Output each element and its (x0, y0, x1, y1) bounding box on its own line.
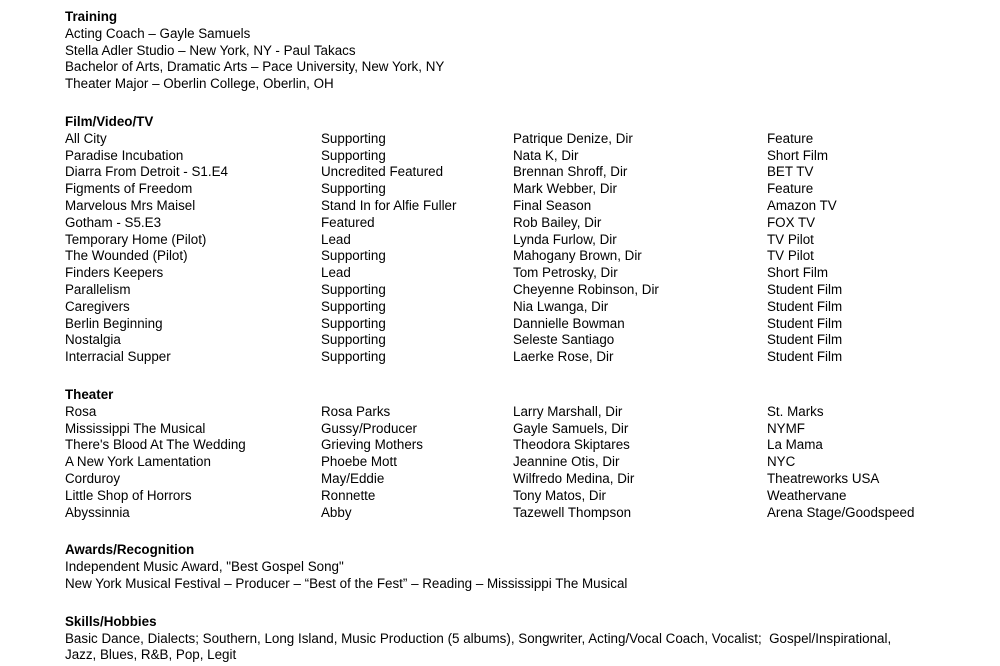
training-heading: Training (65, 9, 118, 24)
role-cell: Lead (321, 231, 351, 247)
director-cell: Jeannine Otis, Dir (513, 454, 620, 470)
role-cell: Abby (321, 504, 352, 520)
role-cell: Supporting (321, 181, 386, 197)
type-cell: Short Film (767, 265, 829, 281)
role-cell: Supporting (321, 298, 386, 314)
director-cell: Rob Bailey, Dir (513, 214, 602, 230)
film-credit-rows (65, 131, 970, 366)
title-cell: Interracial Supper (65, 349, 171, 365)
role-cell: Stand In for Alfie Fuller (321, 197, 457, 213)
director-cell: Laerke Rose, Dir (513, 349, 614, 365)
role-cell: Supporting (321, 349, 386, 365)
title-cell: Caregivers (65, 298, 130, 314)
text-line: Independent Music Award, "Best Gospel Song" (65, 559, 344, 575)
type-cell: Student Film (767, 332, 843, 348)
type-cell: TV Pilot (767, 248, 814, 264)
awards-heading: Awards/Recognition (65, 542, 195, 558)
section-film-video-tv (65, 114, 970, 366)
role-cell: Rosa Parks (321, 403, 391, 419)
type-cell: NYMF (767, 420, 805, 436)
title-cell: Diarra From Detroit - S1.E4 (65, 164, 228, 180)
type-cell: La Mama (767, 437, 823, 453)
credit-row (65, 471, 970, 488)
director-cell: Dannielle Bowman (513, 315, 625, 331)
text-line: Theater Major – Oberlin College, Oberlin, OH (65, 76, 334, 92)
role-cell: Supporting (321, 248, 386, 264)
title-cell: There's Blood At The Wedding (65, 437, 246, 453)
text-line: Stella Adler Studio – New York, NY - Paul Takacs (65, 42, 356, 58)
role-cell: Supporting (321, 130, 386, 146)
credit-row (65, 421, 970, 438)
director-cell: Gayle Samuels, Dir (513, 420, 629, 436)
credit-row (65, 332, 970, 349)
role-cell: Supporting (321, 315, 386, 331)
credit-row (65, 148, 970, 165)
director-cell: Wilfredo Medina, Dir (513, 470, 635, 486)
type-cell: Weathervane (767, 487, 847, 503)
role-cell: Ronnette (321, 487, 376, 503)
section-theater (65, 387, 970, 521)
type-cell: BET TV (767, 164, 814, 180)
title-cell: Rosa (65, 403, 97, 419)
director-cell: Tazewell Thompson (513, 504, 632, 520)
title-cell: The Wounded (Pilot) (65, 248, 188, 264)
role-cell: Featured (321, 214, 375, 230)
title-cell: Paradise Incubation (65, 147, 184, 163)
credit-row (65, 248, 970, 265)
text-line: Basic Dance, Dialects; Southern, Long Island, Music Production (5 albums), Songwriter, Acting/Vocal Coach, Vocalist; Gospel/Inspirational, (65, 630, 892, 646)
type-cell: TV Pilot (767, 231, 814, 247)
credit-row (65, 299, 970, 316)
credit-row (65, 198, 970, 215)
film-video-tv-heading: Film/Video/TV (65, 113, 154, 129)
type-cell: FOX TV (767, 214, 816, 230)
text-line: Acting Coach – Gayle Samuels (65, 25, 251, 41)
director-cell: Patrique Denize, Dir (513, 130, 633, 146)
title-cell: Corduroy (65, 470, 121, 486)
credit-row (65, 164, 970, 181)
type-cell: Arena Stage/Goodspeed (767, 504, 915, 520)
section-awards (65, 542, 970, 592)
credit-row (65, 488, 970, 505)
director-cell: Nata K, Dir (513, 147, 579, 163)
awards-lines (65, 559, 970, 593)
credit-row (65, 181, 970, 198)
title-cell: Little Shop of Horrors (65, 487, 192, 503)
role-cell: Lead (321, 265, 351, 281)
title-cell: Figments of Freedom (65, 181, 193, 197)
text-line: New York Musical Festival – Producer – “Best of the Fest” – Reading – Mississippi The Musical (65, 575, 628, 591)
role-cell: Uncredited Featured (321, 164, 444, 180)
credit-row (65, 505, 970, 522)
director-cell: Final Season (513, 197, 592, 213)
credit-row (65, 265, 970, 282)
type-cell: Student Film (767, 298, 843, 314)
director-cell: Larry Marshall, Dir (513, 403, 623, 419)
director-cell: Theodora Skiptares (513, 437, 630, 453)
text-line: Bachelor of Arts, Dramatic Arts – Pace University, New York, NY (65, 59, 445, 75)
type-cell: Student Film (767, 315, 843, 331)
credit-row (65, 349, 970, 366)
title-cell: A New York Lamentation (65, 454, 211, 470)
director-cell: Nia Lwanga, Dir (513, 298, 609, 314)
type-cell: Amazon TV (767, 197, 837, 213)
section-skills (65, 614, 970, 664)
role-cell: Phoebe Mott (321, 454, 397, 470)
role-cell: Supporting (321, 332, 386, 348)
type-cell: Short Film (767, 147, 829, 163)
training-lines (65, 26, 970, 93)
credit-row (65, 316, 970, 333)
title-cell: All City (65, 130, 107, 146)
theater-heading: Theater (65, 386, 114, 402)
role-cell: Supporting (321, 147, 386, 163)
type-cell: Feature (767, 181, 814, 197)
theater-credit-rows (65, 404, 970, 522)
role-cell: Grieving Mothers (321, 437, 423, 453)
director-cell: Seleste Santiago (513, 332, 615, 348)
type-cell: Feature (767, 130, 814, 146)
title-cell: Temporary Home (Pilot) (65, 231, 207, 247)
director-cell: Cheyenne Robinson, Dir (513, 281, 659, 297)
title-cell: Nostalgia (65, 332, 121, 348)
credit-row (65, 404, 970, 421)
type-cell: Theatreworks USA (767, 470, 880, 486)
director-cell: Tom Petrosky, Dir (513, 265, 618, 281)
type-cell: Student Film (767, 281, 843, 297)
section-training (65, 9, 970, 93)
director-cell: Tony Matos, Dir (513, 487, 607, 503)
credit-row (65, 282, 970, 299)
title-cell: Abyssinnia (65, 504, 130, 520)
title-cell: Parallelism (65, 281, 131, 297)
type-cell: Student Film (767, 349, 843, 365)
title-cell: Marvelous Mrs Maisel (65, 197, 196, 213)
role-cell: Gussy/Producer (321, 420, 418, 436)
title-cell: Berlin Beginning (65, 315, 163, 331)
credit-row (65, 215, 970, 232)
director-cell: Lynda Furlow, Dir (513, 231, 617, 247)
role-cell: May/Eddie (321, 470, 385, 486)
credit-row (65, 232, 970, 249)
director-cell: Brennan Shroff, Dir (513, 164, 628, 180)
title-cell: Gotham - S5.E3 (65, 214, 162, 230)
credit-row (65, 454, 970, 471)
credit-row (65, 131, 970, 148)
credit-row (65, 437, 970, 454)
text-line: Jazz, Blues, R&B, Pop, Legit (65, 647, 237, 663)
skills-heading: Skills/Hobbies (65, 613, 157, 629)
title-cell: Finders Keepers (65, 265, 164, 281)
title-cell: Mississippi The Musical (65, 420, 206, 436)
type-cell: NYC (767, 454, 796, 470)
skills-lines (65, 631, 970, 665)
director-cell: Mark Webber, Dir (513, 181, 617, 197)
role-cell: Supporting (321, 281, 386, 297)
type-cell: St. Marks (767, 403, 824, 419)
director-cell: Mahogany Brown, Dir (513, 248, 642, 264)
